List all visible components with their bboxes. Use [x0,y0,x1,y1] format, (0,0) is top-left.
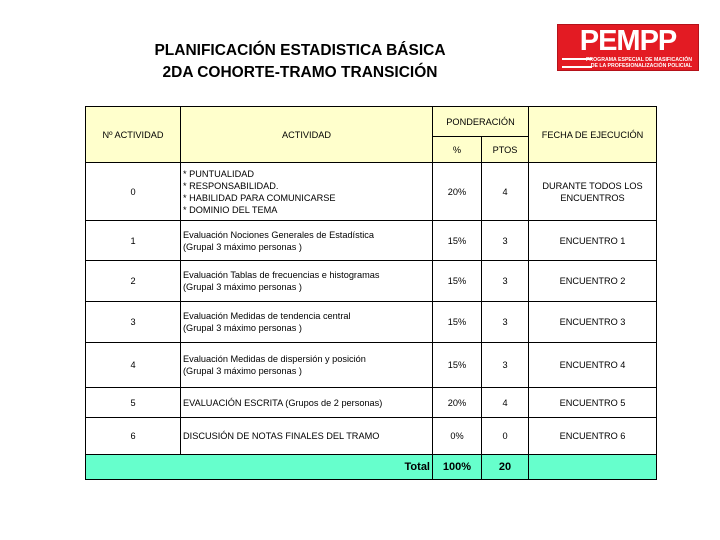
table-row [86,302,657,343]
activity-date: ENCUENTRO 4 [529,343,657,388]
activity-percent: 20% [433,388,482,418]
activity-percent: 20% [433,163,482,221]
header-execution-date: FECHA DE EJECUCIÓN [529,107,657,163]
total-row [86,455,657,480]
activity-date: ENCUENTRO 1 [529,221,657,261]
activity-points: 4 [482,163,529,221]
logo-tagline-2: DE LA PROFESIONALIZACIÓN POLICIAL [590,63,692,69]
activity-points: 3 [482,343,529,388]
activity-line: (Grupal 3 máximo personas ) [183,241,302,252]
activity-line: (Grupal 3 máximo personas ) [183,323,302,333]
activity-description: EVALUACIÓN ESCRITA (Grupos de 2 personas) [181,388,433,418]
pempp-logo [557,24,699,71]
logo-tagline-1: PROGRAMA ESPECIAL DE MASIFICACIÓN [585,57,692,63]
activity-points: 3 [482,261,529,302]
title-line-2: 2DA COHORTE-TRAMO TRANSICIÓN [162,64,438,81]
activity-line: (Grupal 3 máximo personas ) [183,366,302,376]
activity-description [181,163,433,221]
activity-points: 3 [482,221,529,261]
table-row [86,388,657,418]
activity-number: 0 [86,163,181,221]
date-line: ENCUENTROS [560,192,625,203]
activity-date: ENCUENTRO 6 [529,418,657,455]
activity-percent: 15% [433,261,482,302]
activity-date: ENCUENTRO 5 [529,388,657,418]
activity-description [181,261,433,302]
activity-line: * DOMINIO DEL TEMA [183,204,278,215]
activity-description [181,343,433,388]
activity-date: ENCUENTRO 2 [529,261,657,302]
planning-table [85,106,657,480]
activity-number: 1 [86,221,181,261]
activity-line: (Grupal 3 máximo personas ) [183,282,302,292]
total-percent: 100% [433,455,482,480]
total-points: 20 [482,455,529,480]
table-row [86,163,657,221]
activity-line: * PUNTUALIDAD [183,168,254,179]
table-row [86,261,657,302]
header-points: PTOS [482,137,529,163]
activity-points: 0 [482,418,529,455]
activity-percent: 15% [433,343,482,388]
activity-percent: 15% [433,221,482,261]
header-row [86,107,657,137]
logo-name: PEMPP [579,25,677,57]
header-activity: ACTIVIDAD [181,107,433,163]
activity-number: 3 [86,302,181,343]
activity-line: * RESPONSABILIDAD. [183,180,279,191]
title-line-1: PLANIFICACIÓN ESTADISTICA BÁSICA [154,42,446,59]
date-line: DURANTE TODOS LOS [542,180,643,191]
activity-number: 6 [86,418,181,455]
total-label: Total [86,455,433,480]
activity-description: DISCUSIÓN DE NOTAS FINALES DEL TRAMO [181,418,433,455]
header-weighting: PONDERACIÓN [433,107,529,137]
activity-line: Evaluación Medidas de dispersión y posición [183,354,366,364]
activity-description [181,221,433,261]
header-activity-number: Nº ACTIVIDAD [86,107,181,163]
activity-percent: 15% [433,302,482,343]
activity-date [529,163,657,221]
table-row [86,343,657,388]
activity-date: ENCUENTRO 3 [529,302,657,343]
activity-points: 3 [482,302,529,343]
activity-line: Evaluación Nociones Generales de Estadística [183,229,375,240]
activity-line: * HABILIDAD PARA COMUNICARSE [183,192,336,203]
activity-line: Evaluación Medidas de tendencia central [183,311,351,321]
table-row [86,221,657,261]
table-row [86,418,657,455]
activity-description [181,302,433,343]
activity-line: Evaluación Tablas de frecuencias e histogramas [183,270,380,280]
activity-points: 4 [482,388,529,418]
page-title [120,40,480,84]
total-date-empty [529,455,657,480]
activity-number: 2 [86,261,181,302]
activity-number: 4 [86,343,181,388]
activity-number: 5 [86,388,181,418]
activity-percent: 0% [433,418,482,455]
header-percent: % [433,137,482,163]
